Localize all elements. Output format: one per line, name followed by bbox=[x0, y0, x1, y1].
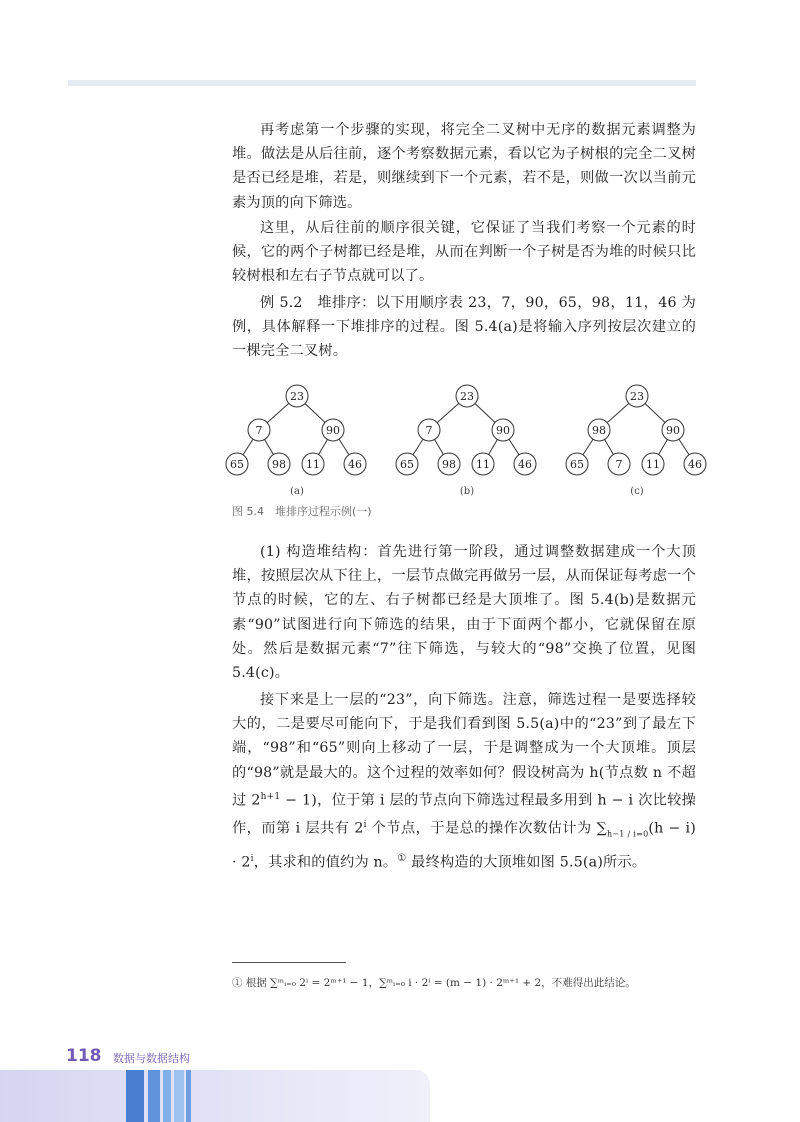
footer-stripe bbox=[163, 1070, 171, 1122]
tree-node-value: 23 bbox=[290, 390, 304, 403]
tree-label: (c) bbox=[630, 486, 644, 497]
paragraph-example: 例 5.2 堆排序：以下用顺序表 23，7，90，65，98，11，46 为例，具体解释一下堆排序的过程。图 5.4(a)是将输入序列按层次建立的一棵完全二叉树。 bbox=[232, 295, 696, 360]
page-number: 118 bbox=[66, 1046, 102, 1066]
tree-node-value: 98 bbox=[442, 458, 456, 471]
tree-node-value: 46 bbox=[688, 458, 702, 471]
tree-node-value: 7 bbox=[425, 424, 433, 437]
tree-node-value: 90 bbox=[496, 424, 510, 437]
tree-node-value: 46 bbox=[348, 458, 362, 471]
tree-node-value: 98 bbox=[272, 458, 286, 471]
tree-node-value: 65 bbox=[400, 458, 414, 471]
tree-node-value: 65 bbox=[230, 458, 244, 471]
tree-node-value: 90 bbox=[326, 424, 340, 437]
footer-stripe bbox=[126, 1070, 144, 1122]
footer-band bbox=[0, 1070, 430, 1122]
figure-caption: 图 5.4 堆排序过程示例(一) bbox=[232, 505, 372, 518]
book-title: 数据与数据结构 bbox=[113, 1052, 190, 1065]
footer-stripe bbox=[186, 1070, 191, 1122]
footer-stripe bbox=[148, 1070, 160, 1122]
paragraph-sift-down: 接下来是上一层的“23”，向下筛选。注意，筛选过程一是要选择较大的，二是要尽可能向下，于是我们看到图 5.5(a)中的“23”到了最左下端，“98”和“65”则向上移动了一层，于是调整成为一个大顶堆。顶层的“98”就是最大的。这个过程的效率如何？假设树高为 h(节点数 n 不超过 $2^{h+1} - 1$)，位于第 i 层的节点向下筛选过程最多用到 h − i 次比较操作，而第 i 层共有 2$^i$ 个节点，于是总的操作次数估计为 $\sum_{h-1 / i=0}(h - i) \cdot 2^i$，其求和的值约为 n。① 最终构造的大顶堆如图 5.5(a)所示。 bbox=[232, 692, 697, 871]
tree-node-value: 7 bbox=[615, 458, 623, 471]
tree-node-value: 11 bbox=[646, 458, 660, 471]
tree-node-value: 46 bbox=[518, 458, 532, 471]
paragraph-1: 再考虑第一个步骤的实现，将完全二叉树中无序的数据元素调整为堆。做法是从后往前，逐个考察数据元素，看以它为子树根的完全二叉树是否已经是堆，若是，则继续到下一个元素，若不是，则做一次以当前元素为顶的向下筛选。 bbox=[232, 122, 696, 211]
footer-stripe bbox=[174, 1070, 184, 1122]
tree-node-value: 23 bbox=[460, 390, 474, 403]
tree-node-value: 98 bbox=[592, 424, 606, 437]
footnote-marker: ① bbox=[397, 852, 407, 864]
footnote: ① 根据 ∑ᵐᵢ₌₀ 2ⁱ = 2ᵐ⁺¹ − 1，∑ᵐᵢ₌₀ i · 2ⁱ = (m − 1) · 2ᵐ⁺¹ + 2，不难得出此结论。 bbox=[232, 977, 636, 989]
tree-node-value: 11 bbox=[306, 458, 320, 471]
tree-label: (b) bbox=[459, 486, 475, 497]
footnote-rule bbox=[232, 962, 346, 963]
paragraph-build-heap: (1) 构造堆结构：首先进行第一阶段，通过调整数据建成一个大顶堆，按照层次从下往上，一层节点做完再做另一层，从而保证每考虑一个节点的时候，它的左、右子树都已经是大顶堆了。图 5.4(b)是数据元素“90”试图进行向下筛选的结果，由于下面两个都小，它就保留在原处。然后是数据元素“7”往下筛选，与较大的“98”交换了位置，见图 5.4(c)。 bbox=[232, 544, 696, 682]
paragraph-2: 这里，从后往前的顺序很关键，它保证了当我们考察一个元素的时候，它的两个子树都已经是堆，从而在判断一个子树是否为堆的时候只比较树根和左右子节点就可以了。 bbox=[232, 220, 696, 285]
tree-node-value: 90 bbox=[666, 424, 680, 437]
tree-label: (a) bbox=[290, 486, 304, 497]
tree-node-value: 65 bbox=[570, 458, 584, 471]
tree-node-value: 11 bbox=[476, 458, 490, 471]
tree-node-value: 23 bbox=[630, 390, 644, 403]
header-rule bbox=[68, 80, 696, 86]
tree-node-value: 7 bbox=[255, 424, 263, 437]
heap-sort-figure bbox=[222, 380, 712, 500]
